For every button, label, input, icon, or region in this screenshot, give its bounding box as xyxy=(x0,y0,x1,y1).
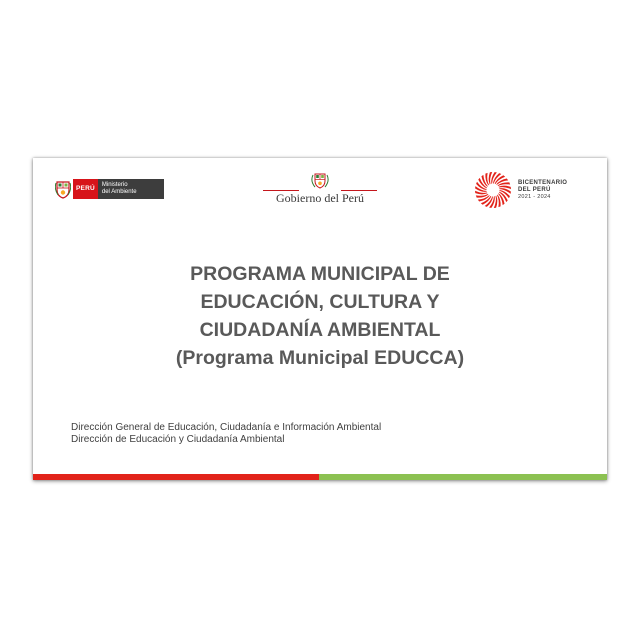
bicentenario-line2: DEL PERÚ xyxy=(518,186,551,193)
page-title xyxy=(33,260,607,372)
sunburst-ray xyxy=(498,182,511,186)
stripe-red-segment xyxy=(33,474,319,480)
sunburst-center xyxy=(488,185,498,195)
bicentenario-years: 2021 - 2024 xyxy=(518,193,551,200)
peru-label: PERÚ xyxy=(73,179,98,199)
bicentenario-sunburst-icon xyxy=(473,170,513,210)
ministry-name-line1: Ministerio xyxy=(101,182,128,188)
gobierno-logo xyxy=(255,172,385,212)
directorate: Dirección de Educación y Ciudadanía Ambiental xyxy=(71,434,285,445)
bottom-stripe xyxy=(33,474,607,480)
title-line-2: EDUCACIÓN, CULTURA Y xyxy=(200,291,440,313)
stripe-green-segment xyxy=(319,474,607,480)
ministry-name xyxy=(98,179,164,199)
bicentenario-line1: BICENTENARIO xyxy=(518,179,568,186)
minam-logo xyxy=(55,178,167,200)
ministry-name-line2: del Ambiente xyxy=(101,189,137,195)
slide xyxy=(33,158,607,480)
gobierno-divider-right xyxy=(341,190,377,191)
sunburst-ray xyxy=(476,194,489,198)
peru-coat-of-arms-icon xyxy=(55,179,71,199)
sunburst-ray xyxy=(497,195,501,208)
organization-credits xyxy=(71,422,381,446)
title-line-4: (Programa Municipal EDUCCA) xyxy=(175,347,465,369)
sunburst-ray xyxy=(485,173,489,186)
bicentenario-logo xyxy=(473,170,593,210)
gobierno-text: Gobierno del Perú xyxy=(276,191,364,205)
peru-coat-of-arms-icon xyxy=(310,172,330,190)
directorate-general: Dirección General de Educación, Ciudadanía e Información Ambiental xyxy=(71,422,382,433)
bicentenario-text xyxy=(518,180,567,201)
title-line-3: CIUDADANÍA AMBIENTAL xyxy=(199,319,441,341)
gobierno-divider-left xyxy=(263,190,299,191)
title-line-1: PROGRAMA MUNICIPAL DE xyxy=(190,263,450,285)
